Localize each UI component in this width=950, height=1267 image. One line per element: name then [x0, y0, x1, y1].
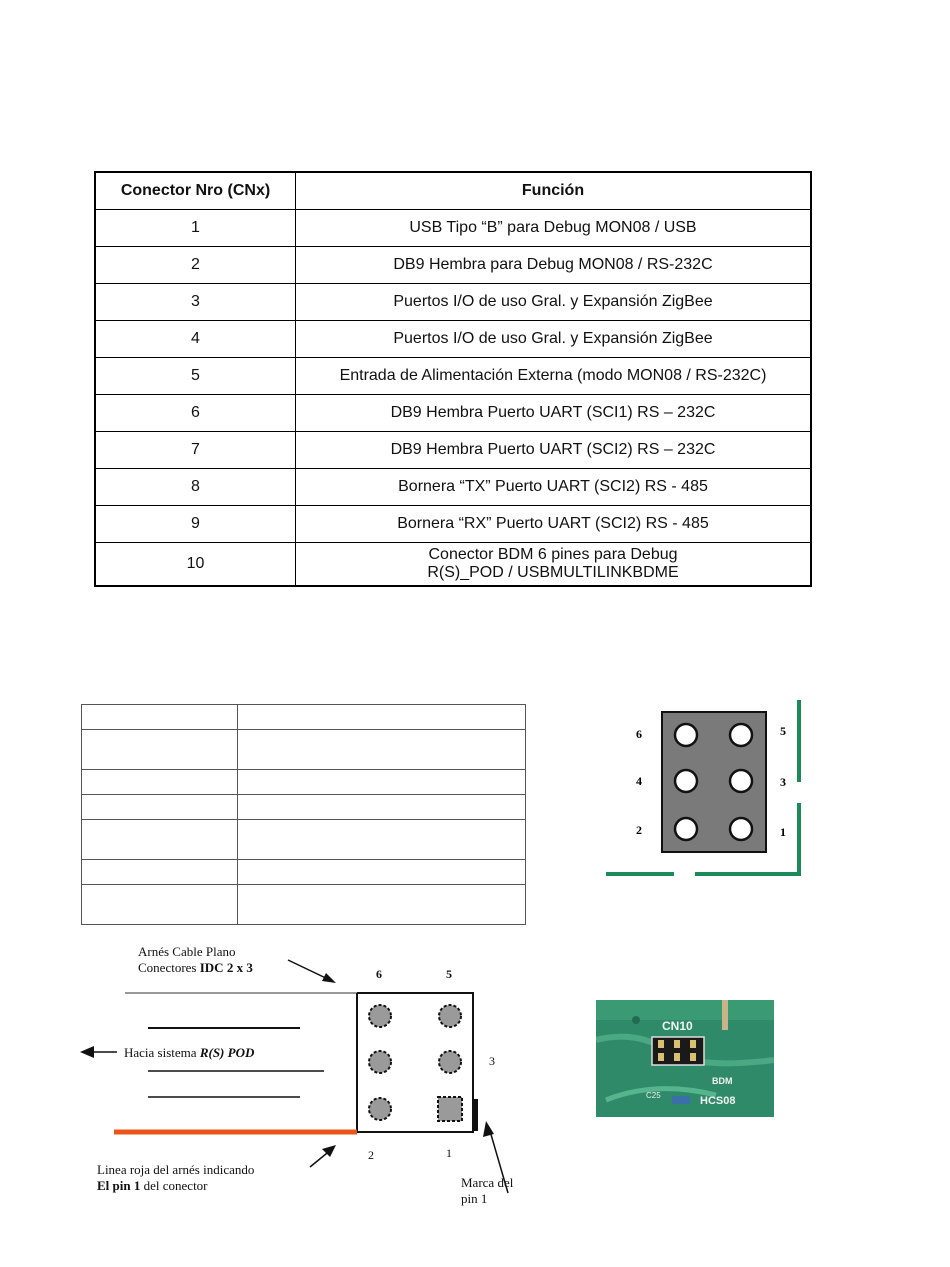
table-cell	[238, 770, 526, 795]
function-cell	[296, 543, 812, 587]
ribbon-pin-label-1: 1	[446, 1146, 452, 1160]
function-cell: Bornera “TX” Puerto UART (SCI2) RS - 485	[296, 469, 812, 506]
table-cell	[82, 705, 238, 730]
red-line-label	[97, 1162, 254, 1194]
pin-4	[675, 770, 697, 792]
table-row	[82, 820, 526, 860]
connector-number-cell: 2	[95, 247, 296, 284]
table-cell	[238, 730, 526, 770]
pin-label-1: 1	[780, 825, 786, 839]
table-cell	[238, 820, 526, 860]
table-cell	[82, 885, 238, 925]
table-header-row	[95, 172, 811, 210]
harness-line2-prefix: Conectores	[138, 960, 200, 975]
silk-c25: C25	[646, 1091, 661, 1100]
connector-pin-4	[369, 1051, 391, 1073]
table-row	[95, 284, 811, 321]
ribbon-pin-label-2: 2	[368, 1148, 374, 1162]
towards-italic: R(S) POD	[199, 1045, 255, 1060]
table-row	[95, 395, 811, 432]
table-row	[82, 770, 526, 795]
towards-system-label	[124, 1045, 254, 1061]
table-cell	[82, 860, 238, 885]
connector-pin-1-square	[438, 1097, 462, 1121]
harness-label	[138, 944, 253, 976]
connector-number-cell: 4	[95, 321, 296, 358]
pin-5	[730, 724, 752, 746]
silk-hcs08: HCS08	[700, 1095, 736, 1107]
connector-number-cell: 9	[95, 506, 296, 543]
table-cell	[238, 885, 526, 925]
pin-label-5: 5	[780, 724, 786, 738]
pcb-photo-art	[596, 1000, 774, 1117]
function-cell: Bornera “RX” Puerto UART (SCI2) RS - 485	[296, 506, 812, 543]
table-row	[82, 860, 526, 885]
connector-pin-6	[369, 1005, 391, 1027]
table-row	[95, 506, 811, 543]
pin-description-table	[81, 704, 526, 925]
mark-line2: pin 1	[461, 1191, 488, 1206]
function-cell: DB9 Hembra Puerto UART (SCI2) RS – 232C	[296, 432, 812, 469]
table-row	[95, 247, 811, 284]
connector-number-cell: 1	[95, 210, 296, 247]
header-connector-number: Conector Nro (CNx)	[95, 172, 296, 210]
connector-table	[94, 171, 812, 587]
red-line-line2	[97, 1178, 254, 1194]
table-row	[82, 730, 526, 770]
table-cell	[238, 795, 526, 820]
harness-line2	[138, 960, 253, 976]
table-cell	[238, 705, 526, 730]
connector-number-cell: 6	[95, 395, 296, 432]
pin-2	[675, 818, 697, 840]
table-row	[95, 321, 811, 358]
pin-label-3: 3	[780, 775, 786, 789]
function-cell: Entrada de Alimentación Externa (modo MON08 / RS-232C)	[296, 358, 812, 395]
pin-label-4: 4	[636, 774, 642, 788]
pin-6	[675, 724, 697, 746]
table-row	[82, 705, 526, 730]
red-line-line1: Linea roja del arnés indicando	[97, 1162, 255, 1177]
towards-prefix: Hacia sistema	[124, 1045, 200, 1060]
harness-line2-bold: IDC 2 x 3	[199, 960, 253, 975]
function-cell: USB Tipo “B” para Debug MON08 / USB	[296, 210, 812, 247]
pcb-photo	[596, 1000, 774, 1117]
table-row	[82, 885, 526, 925]
silk-cn10: CN10	[662, 1019, 693, 1033]
table-cell	[82, 770, 238, 795]
silk-bdm: BDM	[712, 1076, 733, 1086]
table-cell	[82, 820, 238, 860]
pin-3	[730, 770, 752, 792]
table-row	[95, 358, 811, 395]
table-row	[95, 543, 811, 587]
red-line-b1: El	[97, 1178, 113, 1193]
table-cell	[82, 730, 238, 770]
bdm-header-diagram	[600, 695, 810, 880]
table-cell	[82, 795, 238, 820]
harness-line1: Arnés Cable Plano	[138, 944, 236, 959]
ribbon-pin-label-3: 3	[489, 1054, 495, 1068]
connector-number-cell: 10	[95, 543, 296, 587]
table-row	[95, 432, 811, 469]
function-cell: DB9 Hembra Puerto UART (SCI1) RS – 232C	[296, 395, 812, 432]
connector-number-cell: 5	[95, 358, 296, 395]
connector-number-cell: 3	[95, 284, 296, 321]
table-cell	[238, 860, 526, 885]
connector-table-body	[95, 210, 811, 587]
table-row	[82, 795, 526, 820]
function-line2: R(S)_POD / USBMULTILINKBDME	[427, 564, 679, 581]
function-cell: Puertos I/O de uso Gral. y Expansión ZigBee	[296, 321, 812, 358]
red-line-b2: pin 1	[112, 1178, 141, 1193]
red-line-rest: del conector	[140, 1178, 208, 1193]
pin-label-2: 2	[636, 823, 642, 837]
ribbon-pin-label-5: 5	[446, 967, 452, 981]
ribbon-pin-label-6: 6	[376, 967, 382, 981]
function-cell: Puertos I/O de uso Gral. y Expansión ZigBee	[296, 284, 812, 321]
connector-number-cell: 7	[95, 432, 296, 469]
header-function: Función	[296, 172, 812, 210]
table-row	[95, 210, 811, 247]
arrow-head-icon	[322, 973, 336, 983]
pin-1	[730, 818, 752, 840]
pin1-mark	[473, 1099, 478, 1131]
pin-label-6: 6	[636, 727, 642, 741]
connector-number-cell: 8	[95, 469, 296, 506]
table-row	[95, 469, 811, 506]
function-cell: DB9 Hembra para Debug MON08 / RS-232C	[296, 247, 812, 284]
connector-pin-5	[439, 1005, 461, 1027]
function-line1: Conector BDM 6 pines para Debug	[428, 546, 678, 563]
connector-pin-2	[369, 1098, 391, 1120]
pin1-mark-label	[461, 1175, 513, 1207]
connector-pin-3	[439, 1051, 461, 1073]
arrow-left-head-icon	[80, 1046, 94, 1058]
arrow-mark-head-icon	[483, 1121, 494, 1137]
mark-line1: Marca del	[461, 1175, 514, 1190]
